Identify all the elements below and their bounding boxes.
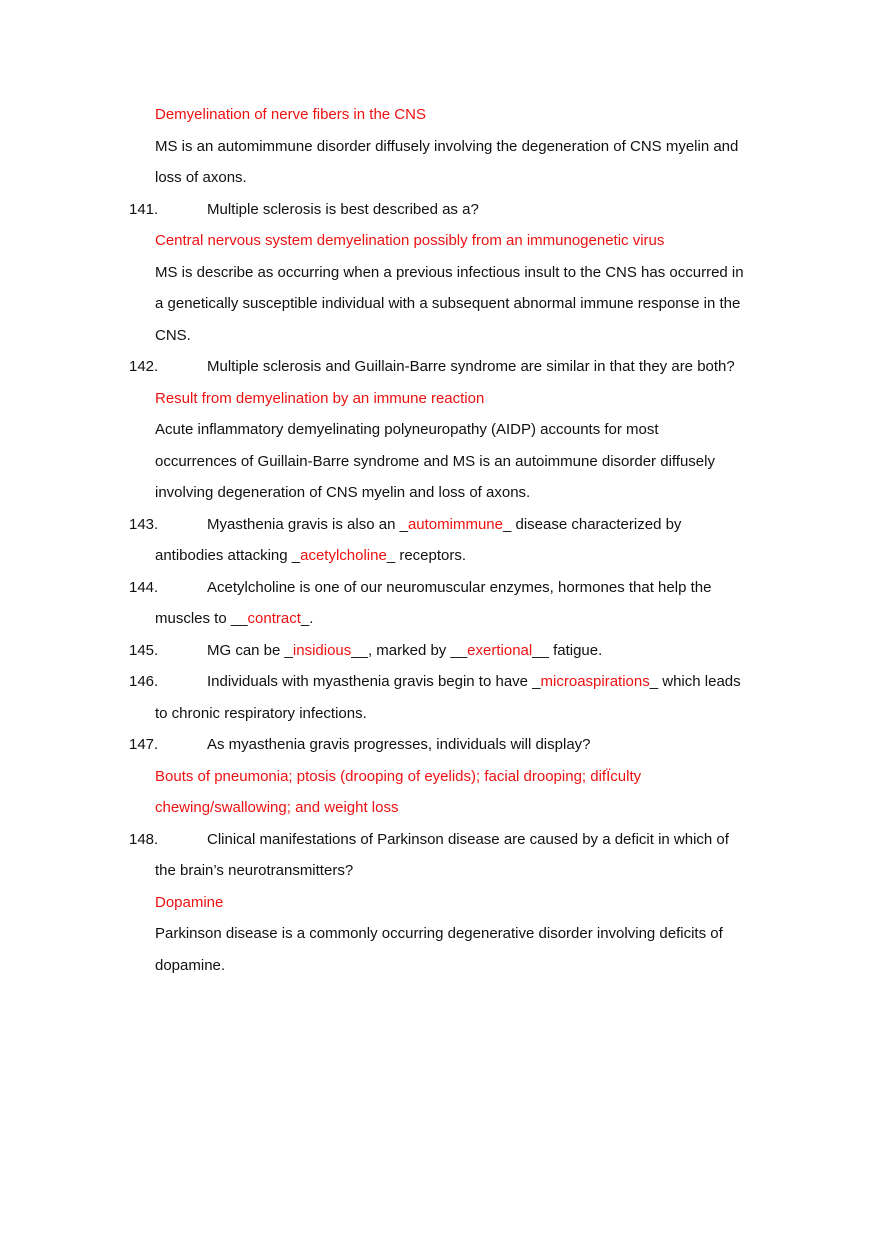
answer-text: automimmune [407, 515, 503, 533]
text-line [0, 414, 880, 446]
text-line [0, 288, 880, 320]
body-text: muscles to __ [155, 610, 248, 627]
line-text [207, 194, 479, 226]
line-text [207, 824, 729, 856]
body-text: the brain’s neurotransmitters? [155, 862, 354, 879]
line-text [155, 540, 466, 572]
line-text [155, 477, 530, 509]
answer-text: microaspirations [540, 673, 650, 690]
question-line [0, 666, 880, 698]
question-line [0, 729, 880, 761]
line-text [155, 446, 715, 478]
line-text [155, 257, 744, 289]
body-text: Myasthenia gravis is also an _ [207, 515, 408, 533]
question-line [0, 509, 880, 541]
body-text: _ disease characterized by [502, 515, 682, 533]
text-line [0, 792, 880, 824]
question-number: 147. [129, 736, 159, 753]
answer-text: contract [247, 610, 301, 627]
body-text: MG can be _ [207, 641, 293, 659]
text-line [0, 477, 880, 509]
body-text: occurrences of Guillain-Barre syndrome and MS is an autoimmune disorder diffusely [155, 452, 715, 470]
text-line [0, 698, 880, 730]
text-line [0, 99, 880, 131]
answer-text: Demyelination of nerve fibers in the CNS [155, 106, 426, 123]
text-line [0, 320, 880, 352]
text-line [0, 918, 880, 950]
text-line [0, 225, 880, 257]
line-text [155, 383, 484, 415]
body-text: a genetically susceptible individual with a subsequent abnormal immune response in the [155, 295, 741, 312]
body-text: Acute inflammatory demyelinating polyneuropathy (AIDP) accounts for most [155, 421, 659, 438]
text-line [0, 761, 880, 793]
text-line [0, 162, 880, 194]
text-line [0, 131, 880, 163]
line-text [207, 666, 741, 698]
body-text: MS is describe as occurring when a previous infectious insult to the CNS has occurred in [155, 263, 744, 281]
body-text: _ which leads [649, 673, 741, 690]
text-line [0, 257, 880, 289]
body-text: to chronic respiratory infections. [155, 704, 367, 722]
line-text [155, 225, 664, 257]
body-text: Acetylcholine is one of our neuromuscular enzymes, hormones that help the [207, 578, 712, 596]
question-number: 146. [129, 673, 159, 690]
text-line [0, 855, 880, 887]
body-text: Parkinson disease is a commonly occurring degenerative disorder involving deficits of [155, 925, 723, 942]
answer-text: chewing/swallowing; and weight loss [155, 799, 399, 816]
question-number: 141. [129, 200, 159, 218]
line-text [155, 887, 223, 919]
question-line [0, 194, 880, 226]
answer-text: Bouts of pneumonia; ptosis (drooping of eyelids); facial drooping; difÏculty [155, 767, 642, 785]
question-number: 144. [129, 578, 159, 596]
question-number: 143. [129, 515, 159, 533]
answer-text: Central nervous system demyelination possibly from an immunogenetic virus [155, 232, 665, 249]
line-text [207, 509, 681, 541]
question-number: 142. [129, 358, 159, 375]
question-line [0, 351, 880, 383]
body-text: __ fatigue. [532, 641, 603, 659]
line-text [155, 603, 313, 635]
body-text: __, marked by __ [351, 641, 468, 659]
line-text [207, 729, 591, 761]
body-text: MS is an automimmune disorder diffusely involving the degeneration of CNS myelin and [155, 137, 739, 155]
text-line [0, 950, 880, 982]
line-text [155, 414, 659, 446]
line-text [155, 99, 426, 131]
body-text: Individuals with myasthenia gravis begin to have _ [207, 673, 541, 690]
line-text [155, 792, 398, 824]
question-number: 145. [129, 641, 159, 659]
body-text: antibodies attacking _ [155, 547, 301, 564]
body-text: Multiple sclerosis is best described as a? [207, 200, 479, 218]
question-line [0, 824, 880, 856]
line-text [155, 288, 740, 320]
answer-text: insidious [292, 641, 352, 659]
question-line [0, 635, 880, 667]
line-text [207, 351, 735, 383]
answer-text: exertional [467, 641, 533, 659]
text-line [0, 383, 880, 415]
body-text: involving degeneration of CNS myelin and loss of axons. [155, 484, 531, 501]
body-text: Clinical manifestations of Parkinson disease are caused by a deficit in which of [207, 830, 729, 848]
body-text: As myasthenia gravis progresses, individuals will display? [207, 736, 591, 753]
text-line [0, 887, 880, 919]
body-text: dopamine. [155, 956, 226, 974]
answer-text: Dopamine [155, 893, 224, 911]
body-text: CNS. [155, 326, 191, 344]
document-page [0, 99, 880, 981]
line-text [155, 918, 723, 950]
line-text [155, 950, 225, 982]
question-line [0, 572, 880, 604]
line-text [155, 855, 353, 887]
line-text [155, 320, 191, 352]
body-text: Multiple sclerosis and Guillain-Barre syndrome are similar in that they are both? [207, 358, 735, 375]
line-text [155, 162, 247, 194]
line-text [207, 572, 711, 604]
line-text [155, 131, 738, 163]
line-text [207, 635, 602, 667]
answer-text: acetylcholine [300, 547, 387, 564]
body-text: _. [300, 610, 314, 627]
body-text: _ receptors. [386, 547, 467, 564]
answer-text: Result from demyelination by an immune reaction [155, 389, 485, 407]
line-text [155, 761, 641, 793]
text-line [0, 603, 880, 635]
line-text [155, 698, 367, 730]
text-line [0, 540, 880, 572]
question-number: 148. [129, 830, 159, 848]
body-text: loss of axons. [155, 169, 247, 186]
text-line [0, 446, 880, 478]
